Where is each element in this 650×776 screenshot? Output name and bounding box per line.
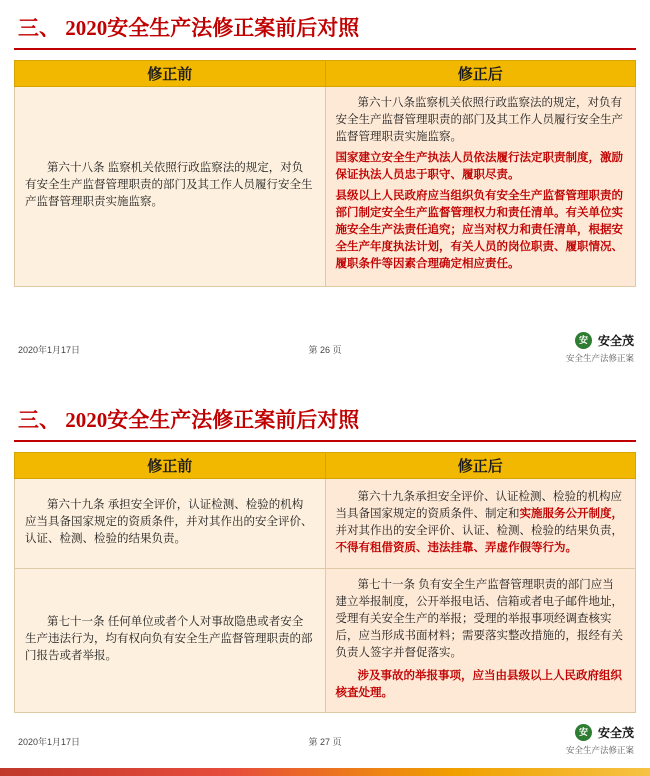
amended-text: 县级以上人民政府应当组织负有安全生产监督管理职责的部门制定安全生产监督管理权力和责任清单。有关单位实施安全生产法责任追究；应当对权力和责任清单，根据安全生产年度执法计划，有关人员的岗位职责、履职情况、履职条件等因素合理确定相应责任。 (335, 190, 623, 270)
page-title: 三、 2020安全生产法修正案前后对照 (18, 408, 360, 432)
clause-text: 第六十八条 监察机关依照行政监察法的规定，对负有安全生产监督管理职责的部门及其工作人员履行安全生产监督管理职责实施监察。 (25, 162, 313, 208)
footer-page-number: 第 27 页 (308, 737, 342, 747)
table-row (15, 479, 636, 569)
comparison-table (14, 452, 636, 713)
brand-watermark (566, 724, 634, 756)
clause-text: 第六十八条监察机关依照行政监察法的规定，对负有安全生产监督管理职责的部门及其工作人员履行安全生产监督管理职责实施监察。 (335, 97, 623, 143)
brand-name: 安全茂 (597, 726, 634, 740)
amended-text: 涉及事故的举报事项，应当由县级以上人民政府组织核查处理。 (335, 670, 622, 699)
brand-subtitle: 安全生产法修正案 (565, 353, 634, 363)
table-row (15, 569, 636, 713)
title-divider (14, 48, 636, 50)
cell-before (15, 569, 326, 713)
page-separator (0, 384, 650, 392)
brand-logo-icon: 安 (575, 332, 592, 349)
clause-text-part: 并对其作出的安全评价、认证、检测、检验的结果负责， (335, 524, 623, 537)
brand-logo-icon: 安 (575, 724, 592, 741)
column-header-after: 修正后 (325, 453, 636, 479)
page-title: 三、 2020安全生产法修正案前后对照 (18, 16, 360, 40)
slide-page-26 (0, 0, 650, 384)
table-header-row (15, 61, 636, 87)
footer-date: 2020年1月17日 (18, 345, 81, 355)
bottom-accent-bar (0, 768, 650, 776)
amended-text: 国家建立安全生产执法人员依法履行法定职责制度，激励保证执法人员忠于职守、履职尽责。 (335, 152, 623, 181)
clause-text (336, 489, 626, 557)
cell-after (325, 569, 636, 713)
clause-text: 第七十一条 负有安全生产监督管理职责的部门应当建立举报制度，公开举报电话、信箱或者电子邮件地址，受理有关安全生产的举报；受理的举报事项经调查核实后，应当形成书面材料；需要落实整改措施的，报经有关负责人签字并督促落实。 (335, 579, 623, 659)
clause-text-part: 第六十九条承担安全评价、认证检测、检验的机构应当具备国家规定的资质条件、制定和 (335, 490, 622, 520)
footer-date: 2020年1月17日 (18, 737, 81, 747)
brand-watermark (566, 332, 634, 364)
clause-text: 第六十九条 承担安全评价，认证检测、检验的机构应当具备国家规定的资质条件，并对其作出的安全评价、认证、检测、检验的结果负责。 (25, 499, 313, 545)
footer-page-number: 第 26 页 (308, 345, 342, 355)
brand-name: 安全茂 (597, 334, 634, 348)
cell-before (15, 479, 326, 569)
column-header-before: 修正前 (15, 61, 326, 87)
column-header-after: 修正后 (325, 61, 636, 87)
slide-page-27 (0, 392, 650, 776)
comparison-table (14, 60, 636, 287)
clause-text: 第七十一条 任何单位或者个人对事故隐患或者安全生产违法行为，均有权向负有安全生产监督管理职责的部门报告或者举报。 (25, 616, 313, 662)
title-divider (14, 440, 636, 442)
table-header-row (15, 453, 636, 479)
table-row (15, 87, 636, 287)
cell-after (325, 479, 636, 569)
amended-text-part: 实施服务公开制度， (519, 507, 623, 520)
cell-after (325, 87, 636, 287)
brand-subtitle: 安全生产法修正案 (565, 745, 634, 755)
cell-before (15, 87, 326, 287)
amended-text-part: 不得有租借资质、违法挂靠、弄虚作假等行为。 (335, 541, 577, 554)
column-header-before: 修正前 (15, 453, 326, 479)
